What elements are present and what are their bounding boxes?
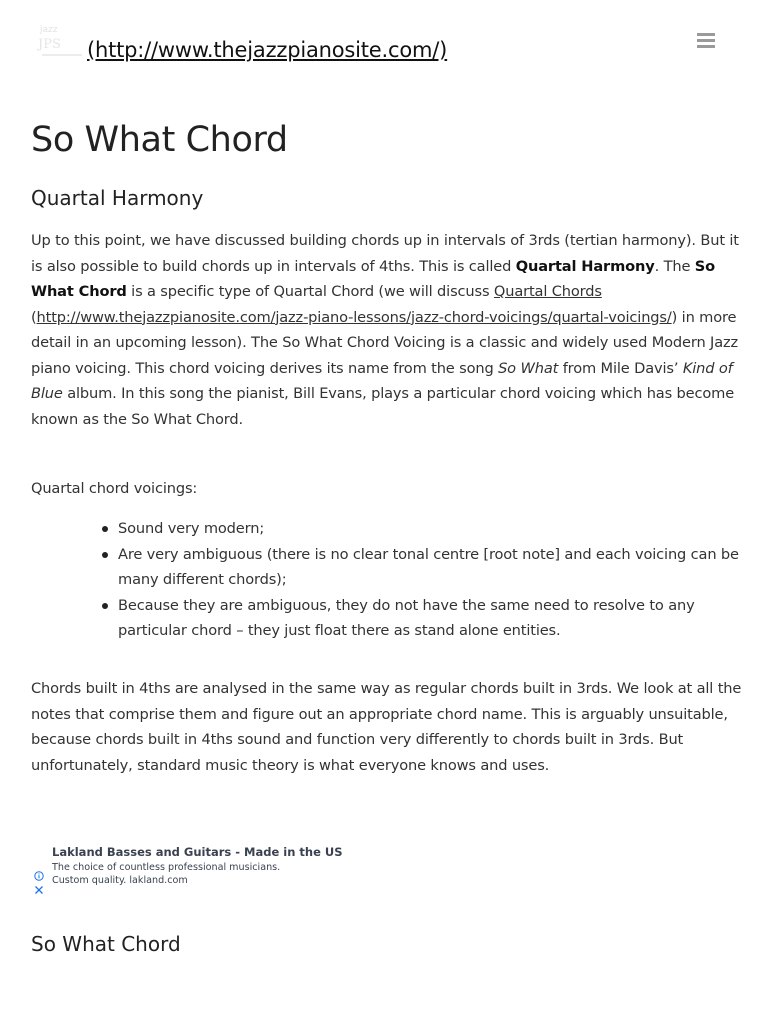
- album-title-kind-of-blue: Kind of Blue: [31, 359, 733, 402]
- voicings-list: [31, 516, 743, 644]
- quartal-voicings-url-link[interactable]: http://www.thejazzpianosite.com/jazz-piano-lessons/jazz-chord-voicings/quartal-voicings/: [36, 308, 672, 326]
- intro-text: . The: [654, 257, 695, 275]
- intro-paragraph: [31, 228, 743, 432]
- ad-title[interactable]: Lakland Basses and Guitars - Made in the US: [52, 845, 343, 859]
- intro-text: is a specific type of Quartal Chord (we will discuss: [126, 283, 494, 300]
- ad-banner[interactable]: [32, 842, 343, 892]
- section-heading-quartal-harmony: Quartal Harmony: [31, 186, 204, 210]
- svg-text:jazz: jazz: [40, 25, 58, 35]
- song-title-so-what: So What: [498, 359, 559, 377]
- list-item: Sound very modern;: [118, 516, 743, 542]
- page-title: So What Chord: [31, 120, 288, 160]
- hamburger-menu-icon[interactable]: [697, 33, 717, 49]
- site-header: [0, 0, 768, 90]
- intro-text: album. In this song the pianist, Bill Evans, plays a particular chord voicing which has become known as the So What Chord.: [31, 385, 735, 428]
- voicings-label: Quartal chord voicings:: [31, 480, 198, 497]
- bold-quartal-harmony: Quartal Harmony: [515, 257, 655, 275]
- intro-text: ) in more detail in an upcoming lesson). The So What Chord Voicing is a classic and widely used Modern Jazz piano voicing. This chord voicing derives its name from the song: [31, 308, 739, 377]
- intro-text: Up to this point, we have discussed building chords up in intervals of 3rds (tertian harmony). But it is also possible to build chords up in intervals of 4ths. This is called: [31, 232, 739, 275]
- analysis-paragraph: Chords built in 4ths are analysed in the same way as regular chords built in 3rds. We look at all the notes that comprise them and figure out an appropriate chord name. This is arguably unsuitable, because chords built in 4ths sound and function very differently to chords built in 3rds. But unfortunately, standard music theory is what everyone knows and uses.: [31, 680, 742, 774]
- section-heading-so-what-chord: So What Chord: [31, 932, 181, 956]
- site-home-link[interactable]: (http://www.thejazzpianosite.com/): [87, 38, 448, 62]
- ad-info-icon[interactable]: [34, 866, 44, 876]
- ad-description[interactable]: The choice of countless professional musicians. Custom quality. lakland.com: [52, 862, 281, 886]
- list-item: Because they are ambiguous, they do not have the same need to resolve to any particular chord – they just float there as stand alone entities.: [118, 593, 743, 644]
- intro-text: (: [31, 308, 37, 326]
- site-logo-icon[interactable]: [36, 18, 92, 64]
- ad-close-icon[interactable]: [34, 880, 44, 890]
- svg-text:JPS: JPS: [38, 37, 61, 52]
- intro-text: from Mile Davis’: [558, 359, 683, 377]
- list-item: Are very ambiguous (there is no clear tonal centre [root note] and each voicing can be many different chords);: [118, 542, 743, 593]
- quartal-chords-link[interactable]: Quartal Chords: [493, 283, 602, 300]
- bold-so-what-chord: So What Chord: [31, 257, 716, 300]
